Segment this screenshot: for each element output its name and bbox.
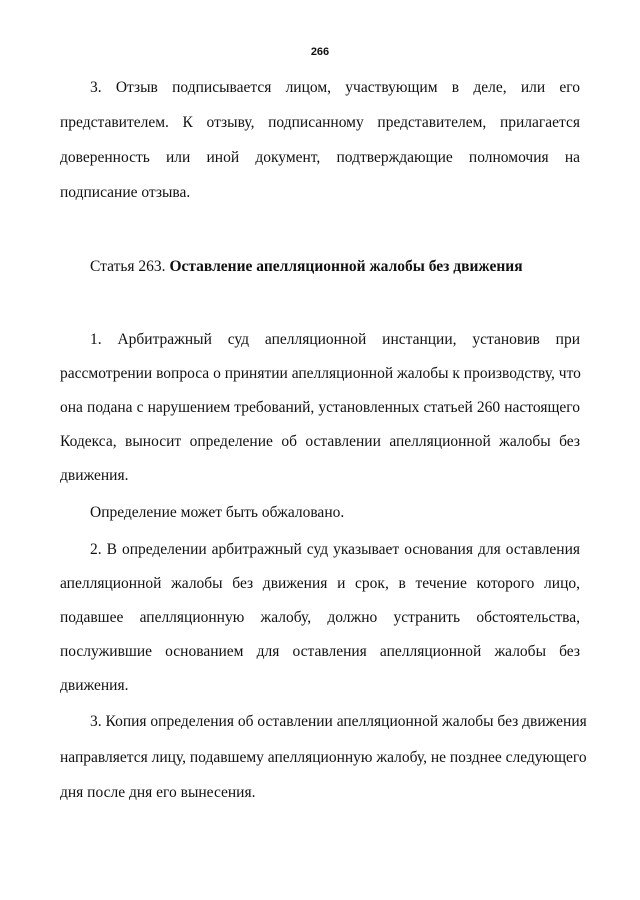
- article-number: Статья 263.: [90, 258, 166, 275]
- text-line: подавшее апелляционную жалобу, должно устранить обстоятельства,: [60, 609, 580, 626]
- page-number: 266: [310, 46, 330, 58]
- text-line: подписание отзыва.: [60, 184, 191, 201]
- text-line: послужившие основанием для оставления апелляционной жалобы без: [60, 643, 580, 660]
- text-line: движения.: [60, 677, 129, 694]
- text-line: дня после дня его вынесения.: [60, 784, 256, 801]
- text-line: она подана с нарушением требований, установленных статьей 260 настоящего: [60, 399, 580, 416]
- text-line: движения.: [60, 467, 129, 484]
- text-line: апелляционной жалобы без движения и срок, в течение которого лицо,: [60, 575, 580, 592]
- text-line: Кодекса, выносит определение об оставлении апелляционной жалобы без: [60, 433, 580, 450]
- text-line: 1. Арбитражный суд апелляционной инстанции, установив при: [90, 331, 580, 348]
- article-title: Оставление апелляционной жалобы без движения: [169, 258, 523, 275]
- text-line: направляется лицу, подавшему апелляционную жалобу, не позднее следующего: [60, 749, 587, 766]
- text-line: Определение может быть обжаловано.: [90, 504, 345, 521]
- article-heading: [90, 257, 580, 277]
- text-line: 3. Копия определения об оставлении апелляционной жалобы без движения: [90, 713, 587, 730]
- text-line: рассмотрении вопроса о принятии апелляционной жалобы к производству, что: [60, 365, 581, 382]
- text-line: 3. Отзыв подписывается лицом, участвующим в деле, или его: [90, 79, 580, 96]
- text-line: 2. В определении арбитражный суд указывает основания для оставления: [90, 541, 580, 558]
- text-line: доверенность или иной документ, подтверждающие полномочия на: [60, 149, 580, 166]
- text-line: представителем. К отзыву, подписанному представителем, прилагается: [60, 114, 580, 131]
